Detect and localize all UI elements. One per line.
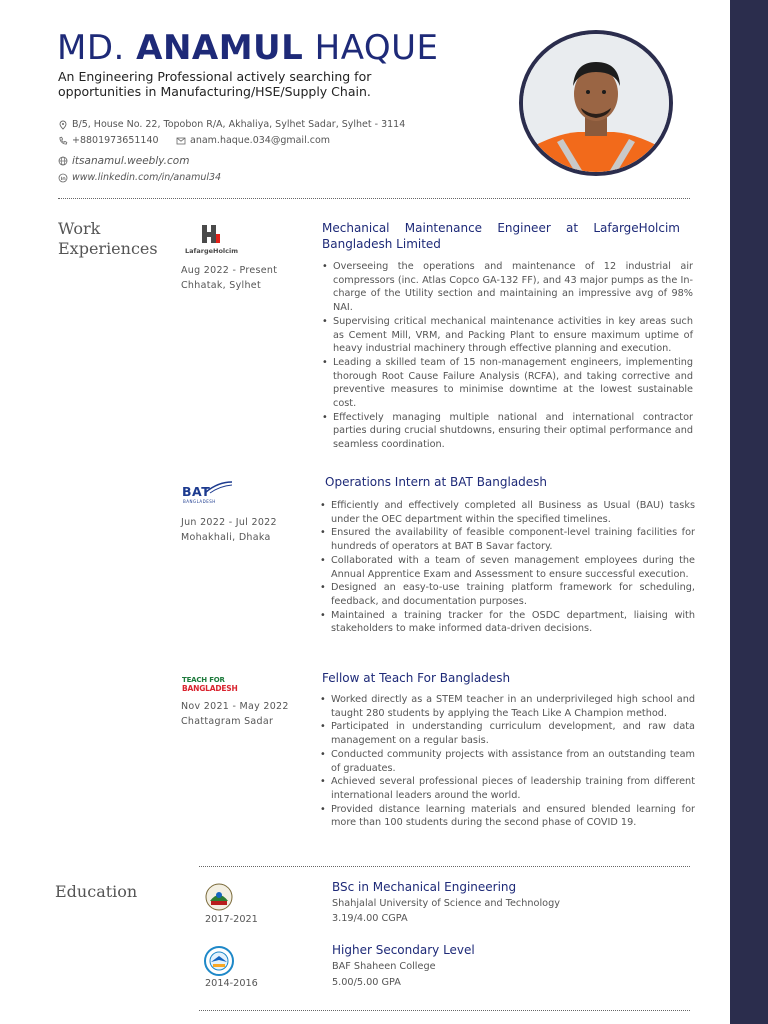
bat-logo-sub: BANGLADESH [183, 499, 216, 504]
job-2-title: Operations Intern at BAT Bangladesh [325, 475, 548, 489]
tfb-logo-top: TEACH FOR [182, 676, 225, 684]
phone-text: +8801973651140 [72, 135, 159, 146]
contact-linkedin[interactable] [58, 172, 221, 183]
edu-1-years: 2017-2021 [205, 914, 258, 925]
job-3-meta [181, 700, 289, 729]
job-3-title: Fellow at Teach For Bangladesh [322, 671, 511, 685]
job-1-title: Mechanical Maintenance Engineer at LafargeHolcim Bangladesh Limited [322, 221, 680, 251]
job-2-meta [181, 516, 277, 545]
linkedin-text: www.linkedin.com/in/anamul34 [72, 172, 222, 183]
education-section-title: Education [55, 882, 138, 901]
header-divider [58, 198, 690, 199]
address-text: B/5, House No. 22, Topobon R/A, Akhaliya, Sylhet Sadar, Sylhet - 3114 [72, 119, 406, 130]
sust-logo [204, 883, 234, 911]
name-first: MD. [57, 28, 125, 68]
lafargeholcim-logo [183, 223, 243, 257]
list-item: • Provided distance learning materials and ensured blended learning for more than 100 students during the second phase of COVID 19. [320, 803, 695, 830]
job-2-bullets [320, 499, 695, 636]
profile-photo [519, 30, 673, 176]
job-3-bullets [320, 693, 695, 830]
baf-shaheen-logo [203, 946, 235, 976]
list-item: • Participated in understanding curriculum development, and raw data management on a regular basis. [320, 720, 695, 747]
list-item: • Worked directly as a STEM teacher in an underprivileged high school and taught 280 students by applying the Teach Like A Champion method. [320, 693, 695, 720]
location-pin-icon [58, 120, 68, 130]
edu-2-years: 2014-2016 [205, 978, 258, 989]
tagline: An Engineering Professional actively searching for opportunities in Manufacturing/HSE/Supply Chain. [58, 69, 372, 99]
candidate-name [57, 28, 439, 68]
tfb-logo-bottom: BANGLADESH [182, 684, 238, 693]
work-section-title: Work Experiences [58, 219, 158, 258]
list-item: • Overseeing the operations and maintenance of 12 industrial air compressors (inc. Atlas Copco GA-132 FF), and 43 major pumps as the In-charge of the Utility section and maintaining an impressive avg of 98% NAI. [322, 260, 693, 315]
phone-icon [58, 136, 68, 146]
list-item: • Designed an easy-to-use training platform framework for scheduling, feedback, and documentation purposes. [320, 581, 695, 608]
email-text: anam.haque.034@gmail.com [190, 135, 331, 146]
list-item: • Maintained a training tracker for the OSDC department, liaising with stakeholders to make informed data-driven decisions. [320, 609, 695, 636]
edu-2-degree: Higher Secondary Level [332, 943, 475, 957]
job-1-meta [181, 264, 277, 293]
contact-phone [58, 135, 159, 146]
name-bold: ANAMUL [136, 28, 304, 68]
job-1-dates: Aug 2022 - Present [181, 265, 278, 276]
list-item: • Leading a skilled team of 15 non-management engineers, implementing thorough Root Cause Failure Analysis (RCFA), and taking corrective and preventive measures to minimise downtime at the lowest sustainable cost. [322, 356, 693, 411]
email-icon [176, 136, 186, 146]
edu-2-grade: 5.00/5.00 GPA [332, 977, 401, 988]
job-2-location: Mohakhali, Dhaka [181, 531, 271, 543]
lafargeholcim-logo-text: LafargeHolcim [185, 247, 238, 255]
job-3-location: Chattagram Sadar [181, 715, 274, 727]
edu-1-degree: BSc in Mechanical Engineering [332, 880, 517, 894]
bat-logo [182, 480, 242, 506]
name-last: HAQUE [314, 28, 439, 68]
education-divider [199, 866, 690, 867]
right-sidebar-bar [730, 0, 768, 1024]
bat-logo-text: BAT [182, 484, 211, 499]
job-3-dates: Nov 2021 - May 2022 [181, 701, 289, 712]
list-item: • Ensured the availability of feasible component-level training facilities for hundreds of operators at BAT B Savar factory. [320, 526, 695, 553]
list-item: • Conducted community projects with assistance from an outstanding team of graduates. [320, 748, 695, 775]
teach-for-bangladesh-logo [182, 676, 246, 696]
list-item: • Effectively managing multiple national and international contractor parties during crucial shutdowns, ensuring their optimal performance and seamless coordination. [322, 411, 693, 452]
edu-2-institution: BAF Shaheen College [332, 961, 436, 972]
contact-email[interactable] [176, 135, 330, 146]
website-text: itsanamul.weebly.com [72, 155, 190, 167]
list-item: • Efficiently and effectively completed all Business as Usual (BAU) tasks under the OEC department within the specified timelines. [320, 499, 695, 526]
job-1-bullets [322, 260, 693, 452]
job-1-location: Chhatak, Sylhet [181, 279, 261, 291]
job-2-dates: Jun 2022 - Jul 2022 [181, 517, 277, 528]
edu-1-grade: 3.19/4.00 CGPA [332, 913, 408, 924]
list-item: • Supervising critical mechanical maintenance activities in key areas such as Cement Mill, VRM, and Packing Plant to ensure maximum uptime of heavy industrial machinery through effective planning and execution. [322, 315, 693, 356]
list-item: • Achieved several professional pieces of leadership training from different international leaders around the world. [320, 775, 695, 802]
linkedin-icon [58, 173, 68, 183]
globe-icon [58, 156, 68, 166]
footer-divider [199, 1010, 690, 1011]
contact-website[interactable] [58, 155, 189, 167]
edu-1-institution: Shahjalal University of Science and Technology [332, 898, 560, 909]
list-item: • Collaborated with a team of seven management employees during the Annual Apprentice Exam and Assessment to ensure successful execution. [320, 554, 695, 581]
contact-address [58, 119, 405, 130]
